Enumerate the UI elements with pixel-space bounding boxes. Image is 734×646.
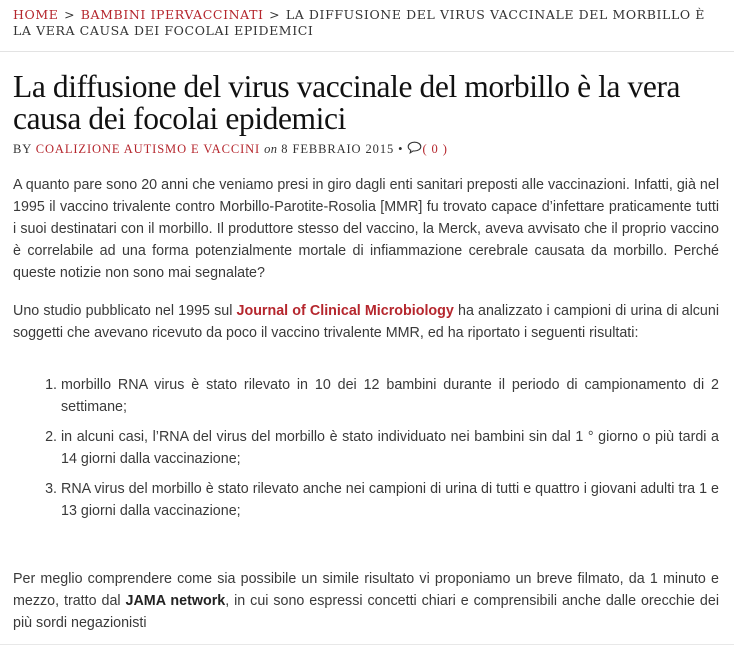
paragraph-text: , in cui sono espressi concetti chiari e comprensibili anche dalle orecchie dei più sordi negazionisti <box>13 593 719 631</box>
author-link[interactable]: COALIZIONE AUTISMO E VACCINI <box>35 142 261 156</box>
article-paragraph: A quanto pare sono 20 anni che veniamo presi in giro dagli enti sanitari preposti alle vaccinazioni. Infatti, già nel 1995 il vaccino trivalente contro Morbillo-Parotite-Rosolia [MMR] fu trovato capace d’infettare praticamente tutti i suoi destinatari con il morbillo. Il produttore stesso del vaccino, la Merck, aveva avvisato che il proprio vaccino è correlabile ad una forma potenzialmente mortale di infiammazione cerebrale causata da morbillo. Perché queste notizie non sono mai segnalate? <box>13 177 719 281</box>
meta-separator: • <box>398 142 404 156</box>
paragraph-text: ha analizzato i campioni di urina di alcuni soggetti che avevano ricevuto da poco il vaccino trivalente MMR, ed ha riportato i seguenti risultati: <box>13 303 719 341</box>
comments-count: ( 0 ) <box>422 142 448 156</box>
journal-link[interactable]: Journal of Clinical Microbiology <box>236 303 454 319</box>
list-item: 3. RNA virus del morbillo è stato rilevato anche nei campioni di urina di tutti e quattro i giovani adulti tra 1 e 13 giorni dalla vaccinazione; <box>61 478 719 522</box>
paragraph-text: Uno studio pubblicato nel 1995 sul <box>13 303 237 319</box>
results-list <box>13 374 719 522</box>
article-body <box>13 174 719 634</box>
list-item: 2. in alcuni casi, l’RNA del virus del morbillo è stato individuato nei bambini sin dal 1 ° giorno o più tardi a 14 giorni dalla vaccinazione; <box>61 426 719 470</box>
breadcrumb-separator: > <box>64 7 76 22</box>
article-paragraph <box>13 568 719 634</box>
article-paragraph <box>13 300 719 344</box>
breadcrumb <box>13 7 718 39</box>
meta-by-label: BY <box>13 142 32 156</box>
post-meta <box>13 141 718 156</box>
breadcrumb-category-link[interactable]: BAMBINI IPERVACCINATI <box>80 7 264 22</box>
meta-on-label: on <box>264 142 278 156</box>
breadcrumb-separator: > <box>269 7 281 22</box>
jama-network-text: JAMA network <box>125 593 226 609</box>
speech-bubble-icon <box>407 141 422 154</box>
breadcrumb-current: LA DIFFUSIONE DEL VIRUS VACCINALE DEL MORBILLO È LA VERA CAUSA DEI FOCOLAI EPIDEMICI <box>13 7 705 38</box>
post-date: 8 FEBBRAIO 2015 <box>281 142 395 156</box>
list-item: 1. morbillo RNA virus è stato rilevato in 10 dei 12 bambini durante il periodo di campionamento di 2 settimane; <box>61 374 719 418</box>
paragraph-text: Per meglio comprendere come sia possibile un simile risultato vi proponiamo un breve filmato, da 1 minuto e mezzo, tratto dal <box>13 571 719 609</box>
divider <box>0 644 734 645</box>
page-title: La diffusione del virus vaccinale del morbillo è la vera causa dei focolai epidemici <box>13 69 681 136</box>
breadcrumb-home-link[interactable]: HOME <box>13 7 59 22</box>
divider <box>0 51 734 52</box>
comments-link[interactable] <box>407 142 447 156</box>
